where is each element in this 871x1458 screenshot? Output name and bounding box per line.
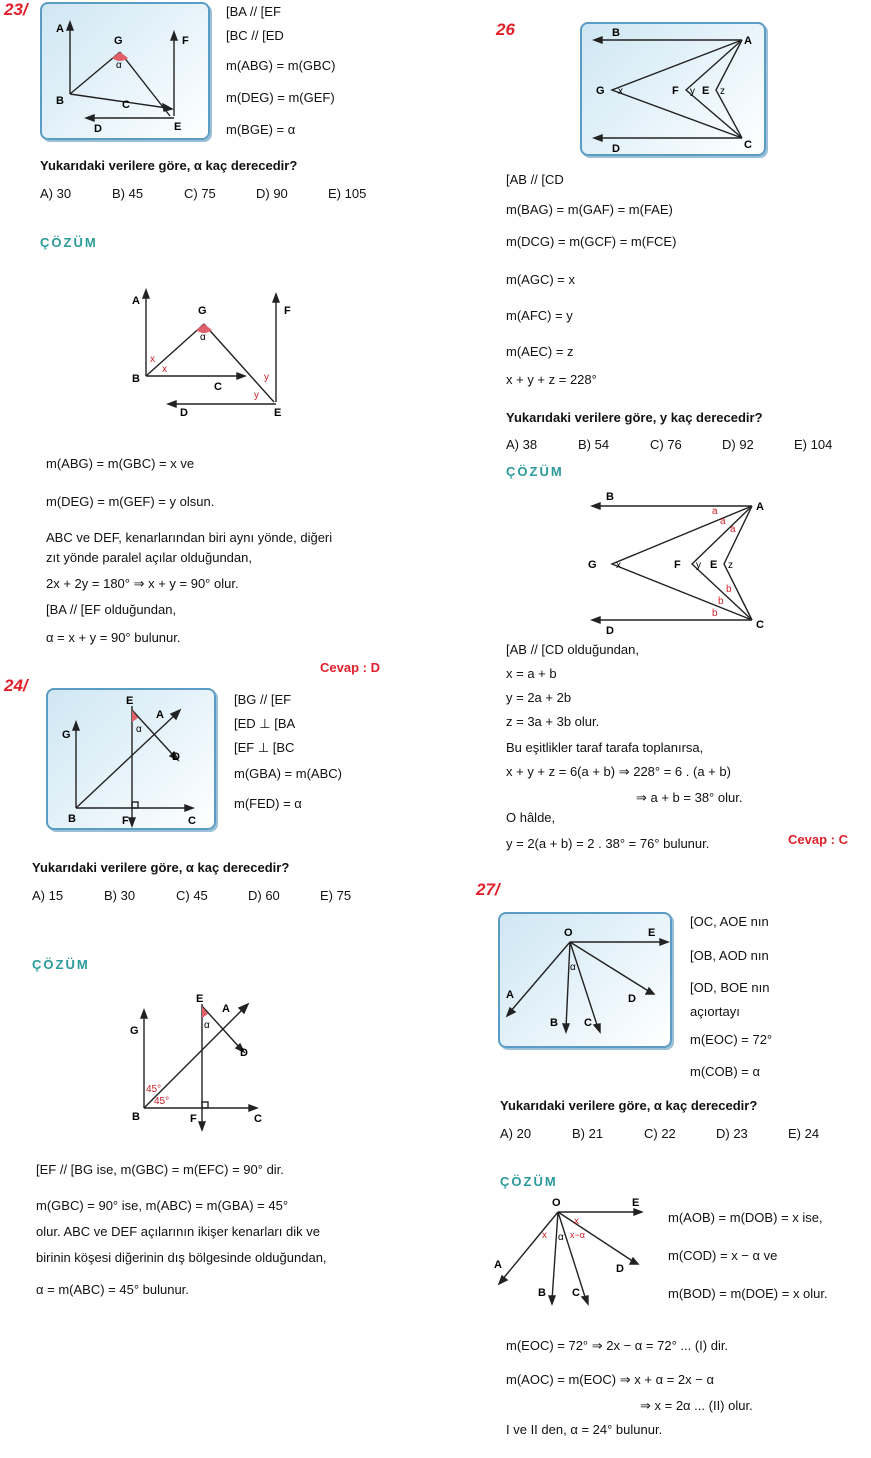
fig-label-x: x [618, 86, 623, 97]
fig-label-E: E [274, 407, 282, 419]
problem-number: 27/ [476, 880, 500, 899]
fig-label-C: C [122, 99, 130, 111]
fig-label-G: G [114, 35, 123, 47]
given-line: m(DCG) = m(GCF) = m(FCE) [506, 234, 677, 249]
fig-label-alpha: α [200, 332, 206, 343]
given-line: x + y + z = 228° [506, 372, 597, 387]
fig-label-E: E [632, 1197, 640, 1209]
fig-label-alpha: α [558, 1232, 564, 1243]
given-line: m(ABG) = m(GBC) [226, 58, 336, 73]
fig-label-D: D [94, 123, 102, 135]
solution-23-figure [128, 288, 318, 420]
question-text: Yukarıdaki verilere göre, α kaç derecedir? [40, 158, 298, 173]
given-line: m(FED) = α [234, 796, 302, 811]
solution-line: ⇒ a + b = 38° olur. [636, 790, 743, 805]
fig-label-y: y [254, 390, 259, 401]
fig-label-b: b [712, 608, 718, 619]
solution-line: O hâlde, [506, 810, 556, 825]
fig-label-A: A [494, 1259, 502, 1271]
question-text: Yukarıdaki verilere göre, α kaç derecedir? [500, 1098, 758, 1113]
given-line: [AB // [CD [506, 172, 564, 187]
answer-label: Cevap : D [320, 660, 380, 675]
solution-line: I ve II den, α = 24° bulunur. [506, 1422, 663, 1437]
fig-label-D: D [612, 143, 620, 154]
solution-line: [AB // [CD olduğundan, [506, 642, 639, 657]
fig-label-45: 45° [154, 1096, 170, 1107]
fig-label-b: b [718, 596, 724, 607]
fig-label-C: C [254, 1113, 262, 1125]
option[interactable]: D) 23 [716, 1126, 748, 1141]
solution-line: α = m(ABC) = 45° bulunur. [36, 1282, 189, 1297]
fig-label-D: D [180, 407, 188, 419]
fig-label-x-minus-alpha: x−α [570, 1230, 585, 1240]
solution-line: y = 2(a + b) = 2 . 38° = 76° bulunur. [506, 836, 710, 851]
fig-label-G: G [62, 729, 71, 741]
solution-line: birinin köşesi diğerinin dış bölgesinde olduğundan, [36, 1250, 327, 1265]
given-line: [BA // [EF [226, 4, 281, 19]
fig-label-B: B [132, 373, 140, 385]
figure-23-svg [42, 4, 208, 138]
option[interactable]: C) 75 [184, 186, 216, 201]
fig-label-x: x [574, 1216, 579, 1227]
fig-label-E: E [196, 993, 204, 1005]
option[interactable]: B) 45 [112, 186, 144, 201]
solution-line: m(AOB) = m(DOB) = x ise, [668, 1210, 823, 1225]
fig-label-G: G [198, 305, 207, 317]
fig-label-A: A [756, 501, 764, 513]
solution-line: m(DEG) = m(GEF) = y olsun. [46, 494, 215, 509]
option[interactable]: A) 30 [40, 186, 72, 201]
solution-line: [BA // [EF olduğundan, [46, 602, 177, 617]
solution-27-svg [488, 1194, 658, 1314]
fig-label-F: F [190, 1113, 197, 1125]
problem-number: 24/ [4, 676, 28, 695]
solution-26-figure [584, 488, 774, 638]
fig-label-C: C [572, 1287, 580, 1299]
solution-title: ÇÖZÜM [32, 957, 90, 972]
fig-label-y: y [690, 86, 695, 97]
option[interactable]: A) 15 [32, 888, 64, 903]
solution-title: ÇÖZÜM [500, 1174, 558, 1189]
given-line: [BG // [EF [234, 692, 292, 707]
fig-label-a: a [730, 524, 736, 535]
option[interactable]: C) 45 [176, 888, 208, 903]
fig-label-A: A [132, 295, 140, 307]
option[interactable]: D) 90 [256, 186, 288, 201]
solution-line: olur. ABC ve DEF açılarının ikişer kenarları dik ve [36, 1224, 320, 1239]
fig-label-a: a [712, 506, 718, 517]
given-line: [OC, AOE nın [690, 914, 769, 929]
fig-label-alpha: α [204, 1020, 210, 1031]
fig-label-D: D [628, 993, 636, 1005]
solution-line: z = 3a + 3b olur. [506, 714, 600, 729]
fig-label-O: O [564, 927, 573, 939]
option[interactable]: D) 60 [248, 888, 280, 903]
solution-line: x = a + b [506, 666, 557, 681]
fig-label-O: O [552, 1197, 561, 1209]
given-line: [OB, AOD nın [690, 948, 769, 963]
solution-line: m(BOD) = m(DOE) = x olur. [668, 1286, 828, 1301]
fig-label-B: B [538, 1287, 546, 1299]
option[interactable]: E) 75 [320, 888, 352, 903]
option[interactable]: E) 24 [788, 1126, 820, 1141]
problem-number: 26 [496, 20, 515, 39]
given-line: [EF ⊥ [BC [234, 740, 295, 755]
fig-label-G: G [588, 559, 597, 571]
fig-label-C: C [744, 139, 752, 151]
given-line: m(EOC) = 72° [690, 1032, 773, 1047]
solution-title: ÇÖZÜM [40, 235, 98, 250]
fig-label-b: b [726, 584, 732, 595]
given-line: m(AGC) = x [506, 272, 575, 287]
question-text: Yukarıdaki verilere göre, y kaç derecedir? [506, 410, 763, 425]
given-line: m(AFC) = y [506, 308, 573, 323]
fig-label-D: D [606, 625, 614, 637]
fig-label-alpha: α [136, 724, 142, 735]
solution-line: ⇒ x = 2α ... (II) olur. [640, 1398, 753, 1413]
fig-label-y: y [696, 560, 701, 571]
fig-label-F: F [284, 305, 291, 317]
solution-27-figure [488, 1194, 658, 1314]
question-text: Yukarıdaki verilere göre, α kaç derecedir? [32, 860, 290, 875]
option[interactable]: A) 20 [500, 1126, 532, 1141]
fig-label-B: B [68, 813, 76, 825]
fig-label-y: y [264, 372, 269, 383]
answer-options [500, 1126, 860, 1141]
problem-number: 23/ [4, 0, 28, 19]
solution-line: m(COD) = x − α ve [668, 1248, 778, 1263]
solution-line: zıt yönde paralel açılar olduğundan, [46, 550, 252, 565]
answer-label: Cevap : C [788, 832, 848, 847]
solution-line: m(AOC) = m(EOC) ⇒ x + α = 2x − α [506, 1372, 714, 1387]
solution-24-figure [120, 990, 270, 1134]
given-line: [BC // [ED [226, 28, 284, 43]
option[interactable]: C) 76 [650, 437, 682, 452]
problem-24-figure [46, 688, 216, 830]
solution-title: ÇÖZÜM [506, 464, 564, 479]
solution-line: m(GBC) = 90° ise, m(ABC) = m(GBA) = 45° [36, 1198, 289, 1213]
given-line: m(BGE) = α [226, 122, 296, 137]
given-line: m(BAG) = m(GAF) = m(FAE) [506, 202, 673, 217]
fig-label-B: B [550, 1017, 558, 1029]
fig-label-A: A [506, 989, 514, 1001]
fig-label-F: F [122, 815, 129, 827]
fig-label-E: E [710, 559, 718, 571]
solution-24-svg [120, 990, 270, 1134]
fig-label-x: x [150, 354, 155, 365]
figure-26-svg [582, 24, 764, 154]
given-line: [ED ⊥ [BA [234, 716, 296, 731]
option[interactable]: B) 30 [104, 888, 136, 903]
figure-27-svg [500, 914, 670, 1046]
fig-label-F: F [182, 35, 189, 47]
given-line: m(GBA) = m(ABC) [234, 766, 342, 781]
option[interactable]: B) 21 [572, 1126, 604, 1141]
option[interactable]: D) 92 [722, 437, 754, 452]
solution-line: α = x + y = 90° bulunur. [46, 630, 181, 645]
fig-label-alpha: α [116, 60, 122, 71]
fig-label-E: E [126, 695, 134, 707]
fig-label-A: A [156, 709, 164, 721]
answer-options [32, 888, 392, 903]
fig-label-E: E [648, 927, 656, 939]
fig-label-D: D [616, 1263, 624, 1275]
fig-label-C: C [756, 619, 764, 631]
option[interactable]: A) 38 [506, 437, 538, 452]
problem-23-figure [40, 2, 210, 140]
fig-label-G: G [596, 85, 605, 97]
fig-label-C: C [584, 1017, 592, 1029]
fig-label-D: D [240, 1047, 248, 1059]
solution-line: ABC ve DEF, kenarlarından biri aynı yönde, diğeri [46, 530, 333, 545]
fig-label-a: a [720, 516, 726, 527]
option[interactable]: C) 22 [644, 1126, 676, 1141]
given-line: m(AEC) = z [506, 344, 574, 359]
option[interactable]: B) 54 [578, 437, 610, 452]
option[interactable]: E) 105 [328, 186, 367, 201]
fig-label-z: z [720, 86, 725, 97]
given-line: m(COB) = α [690, 1064, 760, 1079]
solution-26-svg [584, 488, 774, 638]
fig-label-B: B [132, 1111, 140, 1123]
given-line: [OD, BOE nın [690, 980, 770, 995]
fig-label-A: A [56, 23, 64, 35]
fig-label-C: C [214, 381, 222, 393]
fig-label-z: z [728, 560, 733, 571]
fig-label-alpha: α [570, 962, 576, 973]
answer-options [40, 186, 400, 201]
fig-label-E: E [702, 85, 710, 97]
solution-line: 2x + 2y = 180° ⇒ x + y = 90° olur. [46, 576, 239, 591]
fig-label-C: C [188, 815, 196, 827]
fig-label-x: x [616, 560, 621, 571]
fig-label-A: A [222, 1003, 230, 1015]
solution-line: [EF // [BG ise, m(GBC) = m(EFC) = 90° dir. [36, 1162, 284, 1177]
given-line: açıortayı [690, 1004, 740, 1019]
solution-line: m(EOC) = 72° ⇒ 2x − α = 72° ... (I) dir. [506, 1338, 729, 1353]
figure-24-svg [48, 690, 214, 828]
answer-options [506, 437, 866, 452]
fig-label-x: x [162, 364, 167, 375]
fig-label-B: B [612, 27, 620, 39]
fig-label-A: A [744, 35, 752, 47]
fig-label-B: B [56, 95, 64, 107]
option[interactable]: E) 104 [794, 437, 833, 452]
fig-label-F: F [672, 85, 679, 97]
fig-label-G: G [130, 1025, 139, 1037]
solution-line: x + y + z = 6(a + b) ⇒ 228° = 6 . (a + b) [506, 764, 731, 779]
fig-label-E: E [174, 121, 182, 133]
problem-26-figure [580, 22, 766, 156]
solution-line: m(ABG) = m(GBC) = x ve [46, 456, 195, 471]
solution-line: y = 2a + 2b [506, 690, 572, 705]
fig-label-D: D [172, 751, 180, 763]
given-line: m(DEG) = m(GEF) [226, 90, 335, 105]
solution-23-svg [128, 288, 318, 420]
fig-label-F: F [674, 559, 681, 571]
fig-label-45: 45° [146, 1084, 162, 1095]
solution-line: Bu eşitlikler taraf tarafa toplanırsa, [506, 740, 704, 755]
fig-label-x: x [542, 1230, 547, 1241]
fig-label-B: B [606, 491, 614, 503]
problem-27-figure [498, 912, 672, 1048]
